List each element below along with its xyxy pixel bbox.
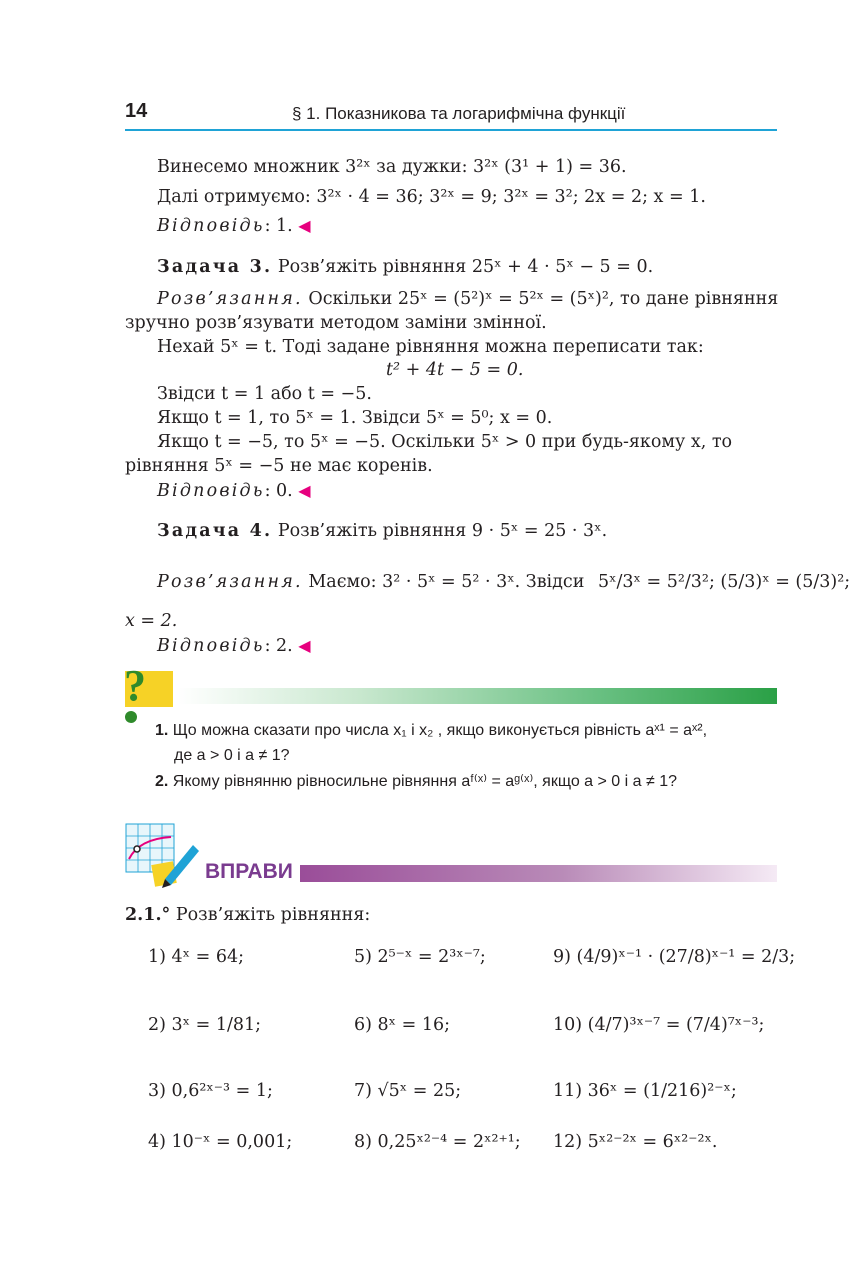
- answer-line: [157, 479, 311, 503]
- question-text: Що можна сказати про числа x₁ і x₂ , якщо виконується рівність aˣ¹ = aˣ²,: [172, 722, 708, 739]
- question-text: де a > 0 і a ≠ 1?: [174, 747, 290, 764]
- answer-value: : 2.: [264, 636, 293, 656]
- exercise-item: 11) 36ˣ = (1/216)²⁻ˣ;: [553, 1081, 737, 1101]
- task-3: [157, 255, 653, 279]
- task-4: [157, 519, 607, 543]
- exercise-number: 2.1.°: [125, 905, 171, 925]
- exercise-item: 12) 5ˣ²⁻²ˣ = 6ˣ²⁻²ˣ.: [553, 1132, 718, 1152]
- text-line: Звідси t = 1 або t = −5.: [157, 384, 372, 404]
- question-1: [155, 720, 707, 742]
- text-line: Нехай 5ˣ = t. Тоді задане рівняння можна переписати так:: [157, 337, 704, 357]
- question-1-cont: [174, 745, 290, 767]
- equation: t² + 4t − 5 = 0.: [386, 360, 524, 380]
- text-line: Винесемо множник 3²ˣ за дужки: 3²ˣ (3¹ + 1) = 36.: [157, 157, 627, 177]
- text-line: зручно розв’язувати методом заміни змінної.: [125, 313, 547, 333]
- page-number: 14: [125, 100, 148, 122]
- exercises-gradient-bar: [300, 865, 777, 882]
- answer-label: Відповідь: [157, 216, 265, 236]
- task-4-text: Розв’яжіть рівняння 9 · 5ˣ = 25 · 3ˣ.: [272, 521, 608, 541]
- task-3-title: Задача 3.: [157, 257, 273, 277]
- solution-text: Оскільки 25ˣ = (5²)ˣ = 5²ˣ = (5ˣ)², то дане рівняння: [302, 289, 779, 309]
- text-line: Якщо t = −5, то 5ˣ = −5. Оскільки 5ˣ > 0 при будь-якому x, то: [157, 432, 733, 452]
- exercise-text: Розв’яжіть рівняння:: [170, 905, 371, 925]
- question-text: Якому рівнянню рівносильне рівняння aᶠ⁽ˣ⁾ = aᵍ⁽ˣ⁾, якщо a > 0 і a ≠ 1?: [172, 773, 678, 790]
- exercise-item: 6) 8ˣ = 16;: [354, 1015, 451, 1035]
- text-line: рівняння 5ˣ = −5 не має коренів.: [125, 456, 433, 476]
- answer-label: Відповідь: [157, 481, 265, 501]
- solution-4: [157, 570, 850, 594]
- exercise-item: 9) (4/9)ˣ⁻¹ · (27/8)ˣ⁻¹ = 2/3;: [553, 947, 796, 967]
- header-rule: [125, 129, 777, 131]
- exercise-item: 7) √5ˣ = 25;: [354, 1081, 462, 1101]
- exercise-item: 5) 2⁵⁻ˣ = 2³ˣ⁻⁷;: [354, 947, 486, 967]
- end-triangle-icon: ◀: [298, 481, 311, 500]
- answer-line: [157, 634, 311, 658]
- question-2: [155, 771, 677, 793]
- exercise-item: 8) 0,25ˣ²⁻⁴ = 2ˣ²⁺¹;: [354, 1132, 521, 1152]
- task-3-text: Розв’яжіть рівняння 25ˣ + 4 · 5ˣ − 5 = 0.: [272, 257, 654, 277]
- solution-text: Маємо: 3² · 5ˣ = 5² · 3ˣ. Звідси: [302, 572, 585, 592]
- answer-value: : 1.: [264, 216, 293, 236]
- running-title: § 1. Показникова та логарифмічна функції: [292, 104, 626, 123]
- solution-label: Розв’язання.: [157, 572, 303, 592]
- end-triangle-icon: ◀: [298, 216, 311, 235]
- answer-line: [157, 214, 311, 238]
- exercises-title: ВПРАВИ: [205, 860, 293, 883]
- questions-gradient-bar: [178, 688, 777, 704]
- answer-label: Відповідь: [157, 636, 265, 656]
- end-triangle-icon: ◀: [298, 636, 311, 655]
- question-number: 1.: [155, 722, 169, 739]
- question-number: 2.: [155, 773, 169, 790]
- exercise-item: 1) 4ˣ = 64;: [148, 947, 245, 967]
- exercise-item: 2) 3ˣ = 1/81;: [148, 1015, 262, 1035]
- exercise-item: 10) (4/7)³ˣ⁻⁷ = (7/4)⁷ˣ⁻³;: [553, 1015, 765, 1035]
- exercise-item: 3) 0,6²ˣ⁻³ = 1;: [148, 1081, 273, 1101]
- question-mark-icon: ?: [124, 661, 146, 710]
- exercise-item: 4) 10⁻ˣ = 0,001;: [148, 1132, 293, 1152]
- exercises-graph-icon: [125, 823, 205, 895]
- fraction-expression: 5ˣ/3ˣ = 5²/3²; (5/3)ˣ = (5/3)²;: [597, 572, 850, 592]
- exercise-task: [125, 903, 370, 927]
- text-line: Далі отримуємо: 3²ˣ · 4 = 36; 3²ˣ = 9; 3²ˣ = 3²; 2x = 2; x = 1.: [157, 187, 706, 207]
- task-4-title: Задача 4.: [157, 521, 273, 541]
- text-line: Якщо t = 1, то 5ˣ = 1. Звідси 5ˣ = 5⁰; x = 0.: [157, 408, 553, 428]
- question-dot-icon: [125, 711, 137, 723]
- solution-label: Розв’язання.: [157, 289, 303, 309]
- text-line: x = 2.: [125, 611, 178, 631]
- answer-value: : 0.: [264, 481, 293, 501]
- solution-3: [157, 287, 778, 311]
